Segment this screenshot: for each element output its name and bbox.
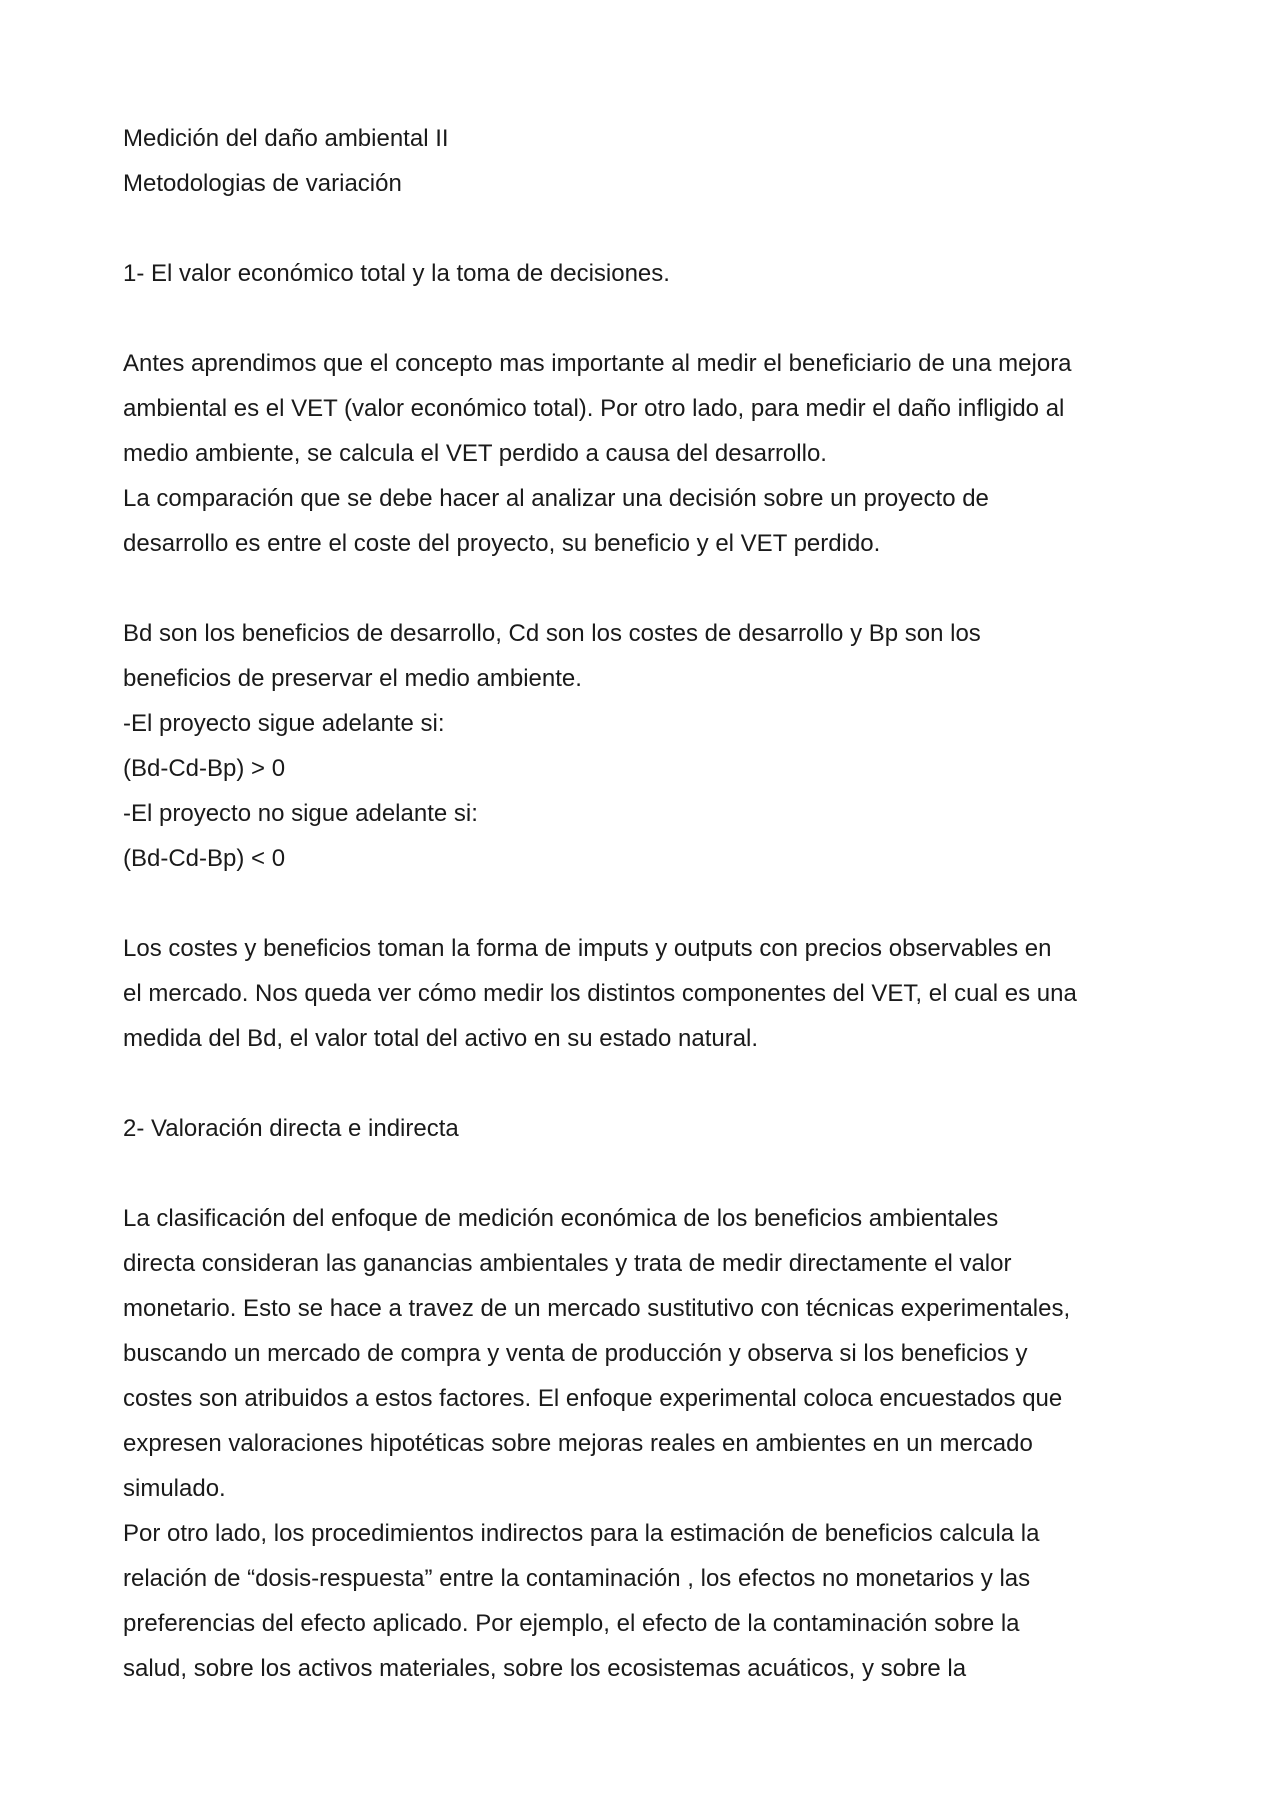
- text-line: desarrollo es entre el coste del proyecto, su beneficio y el VET perdido.: [123, 530, 881, 557]
- text-line: medida del Bd, el valor total del activo en su estado natural.: [123, 1025, 759, 1052]
- document-subtitle: Metodologias de variación: [123, 170, 402, 197]
- text-line: salud, sobre los activos materiales, sobre los ecosistemas acuáticos, y sobre la: [123, 1655, 967, 1682]
- text-line: ambiental es el VET (valor económico total). Por otro lado, para medir el daño infligido al: [123, 395, 1065, 422]
- text-line: buscando un mercado de compra y venta de producción y observa si los beneficios y: [123, 1340, 1028, 1367]
- text-line: medio ambiente, se calcula el VET perdido a causa del desarrollo.: [123, 440, 827, 467]
- text-line: -El proyecto sigue adelante si:: [123, 710, 445, 737]
- section1-paragraph-1: [123, 341, 1173, 566]
- text-line: simulado.: [123, 1475, 226, 1502]
- document-title: Medición del daño ambiental II: [123, 125, 449, 152]
- section1-paragraph-3: [123, 926, 1173, 1061]
- text-line: el mercado. Nos queda ver cómo medir los distintos componentes del VET, el cual es una: [123, 980, 1077, 1007]
- formula-stop: (Bd-Cd-Bp) < 0: [123, 845, 286, 872]
- spacer: [123, 1151, 1173, 1196]
- text-line: expresen valoraciones hipotéticas sobre mejoras reales en ambientes en un mercado: [123, 1430, 1033, 1457]
- spacer: [123, 296, 1173, 341]
- spacer: [123, 1061, 1173, 1106]
- text-line: Por otro lado, los procedimientos indirectos para la estimación de beneficios calcula la: [123, 1520, 1040, 1547]
- section1-heading: 1- El valor económico total y la toma de decisiones.: [123, 260, 670, 287]
- text-line: Antes aprendimos que el concepto mas importante al medir el beneficiario de una mejora: [123, 350, 1072, 377]
- text-line: beneficios de preservar el medio ambiente.: [123, 665, 582, 692]
- text-line: relación de “dosis-respuesta” entre la contaminación , los efectos no monetarios y las: [123, 1565, 1031, 1592]
- text-line: Los costes y beneficios toman la forma de imputs y outputs con precios observables en: [123, 935, 1052, 962]
- spacer: [123, 566, 1173, 611]
- spacer: [123, 206, 1173, 251]
- document-page: [123, 116, 1173, 1691]
- text-line: preferencias del efecto aplicado. Por ejemplo, el efecto de la contaminación sobre la: [123, 1610, 1020, 1637]
- text-line: directa consideran las ganancias ambientales y trata de medir directamente el valor: [123, 1250, 1012, 1277]
- text-line: La clasificación del enfoque de medición económica de los beneficios ambientales: [123, 1205, 999, 1232]
- spacer: [123, 881, 1173, 926]
- text-line: La comparación que se debe hacer al analizar una decisión sobre un proyecto de: [123, 485, 989, 512]
- text-line: costes son atribuidos a estos factores. El enfoque experimental coloca encuestados que: [123, 1385, 1063, 1412]
- section2-paragraph-1: [123, 1196, 1173, 1691]
- text-line: -El proyecto no sigue adelante si:: [123, 800, 478, 827]
- section1-paragraph-2: [123, 611, 1173, 881]
- formula-proceed: (Bd-Cd-Bp) > 0: [123, 755, 286, 782]
- section2-heading: 2- Valoración directa e indirecta: [123, 1115, 459, 1142]
- text-line: monetario. Esto se hace a travez de un mercado sustitutivo con técnicas experimentales,: [123, 1295, 1071, 1322]
- text-line: Bd son los beneficios de desarrollo, Cd son los costes de desarrollo y Bp son los: [123, 620, 981, 647]
